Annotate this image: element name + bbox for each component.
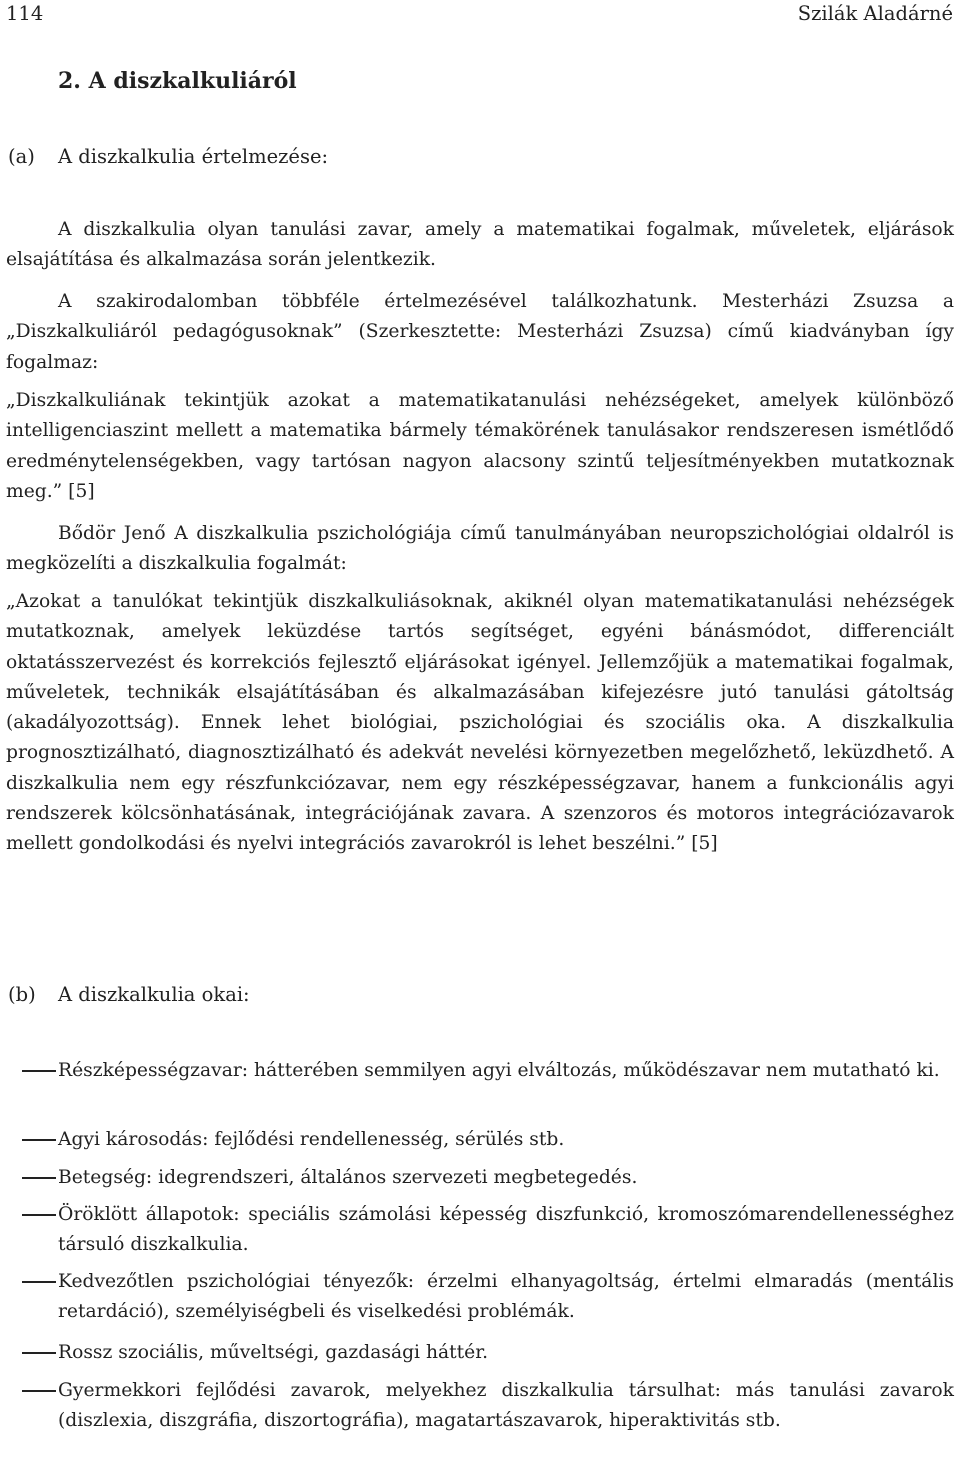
dash-bullet	[22, 1281, 56, 1283]
cause-item	[6, 1267, 954, 1328]
cause-text: Gyermekkori fejlődési zavarok, melyekhez diszkalkulia társulhat: más tanulási zavarok (diszlexia, diszgráfia, diszortográfia), magatartászavarok, hiperaktivitás stb.	[58, 1380, 954, 1432]
dash-bullet	[22, 1390, 56, 1392]
running-header	[6, 2, 953, 25]
definition-paragraph	[6, 215, 954, 276]
cause-item	[6, 1056, 954, 1086]
subsection-title-b: A diszkalkulia okai:	[58, 983, 250, 1006]
block-quote: „Azokat a tanulókat tekintjük diszkalkuliásoknak, akiknél olyan matematikatanulási nehézségek mutatkoznak, amelyek leküzdése tartós segítséget, egyéni bánásmódot, differenciált oktatásszervezést és korrekciós fejlesztő eljárásokat igényel. Jellemzőjük a matematikai fogalmak, műveletek, technikák elsajátításában és alkalmazásában kifejezésre jutó tanulási gátoltság (akadályozottság). Ennek lehet biológiai, pszichológiai és szociális oka. A diszkalkulia prognosztizálható, diagnosztizálható és adekvát nevelési környezetben megelőzhető, leküzdhető. A diszkalkulia nem egy részfunkciózavar, nem egy részképességzavar, hanem a funkcionális agyi rendszerek kölcsönhatásának, integrációjának zavara. A szenzoros és motoros integrációzavarok mellett gondolkodási és nyelvi integrációs zavarokról is lehet beszélni.” [5]	[6, 591, 954, 855]
dash-bullet	[22, 1214, 56, 1216]
author-name: Szilák Aladárné	[797, 2, 953, 25]
paragraph: Bődör Jenő A diszkalkulia pszichológiája című tanulmányában neuropszichológiai oldalról is megközelíti a diszkalkulia fogalmát:	[6, 523, 954, 575]
cause-item	[6, 1376, 954, 1437]
block-quote: „Diszkalkuliának tekintjük azokat a matematikatanulási nehézségeket, amelyek különböző intelligenciaszint mellett a matematika bármely témakörének tanulásakor rendszeresen ismétlődő eredménytelenségekben, vagy tartósan nagyon alacsony szintű teljesítményekben mutatkoznak meg.” [5]	[6, 390, 954, 502]
subsection-heading-b	[8, 983, 250, 1006]
paragraph: A diszkalkulia olyan tanulási zavar, amely a matematikai fogalmak, műveletek, eljárások elsajátítása és alkalmazása során jelentkezik.	[6, 219, 954, 271]
cause-item	[6, 1200, 954, 1261]
cause-text: Részképességzavar: hátterében semmilyen agyi elváltozás, működészavar nem mutatható ki.	[58, 1060, 940, 1081]
dash-bullet	[22, 1352, 56, 1354]
dash-bullet	[22, 1177, 56, 1179]
quote-mesterhazi	[6, 386, 954, 507]
subsection-marker-b: (b)	[8, 983, 36, 1006]
paragraph: A szakirodalomban többféle értelmezésével találkozhatunk. Mesterházi Zsuzsa a „Diszkalkuliáról pedagógusoknak” (Szerkesztette: Mesterházi Zsuzsa) című kiadványban így fogalmaz:	[6, 291, 954, 373]
dash-bullet	[22, 1139, 56, 1141]
cause-text: Agyi károsodás: fejlődési rendellenesség, sérülés stb.	[58, 1129, 565, 1150]
subsection-marker-a: (a)	[8, 145, 35, 168]
cause-text: Betegség: idegrendszeri, általános szervezeti megbetegedés.	[58, 1167, 638, 1188]
dash-bullet	[22, 1070, 56, 1072]
literature-paragraph	[6, 287, 954, 378]
cause-item	[6, 1125, 954, 1155]
subsection-title-a: A diszkalkulia értelmezése:	[58, 145, 329, 168]
cause-text: Kedvezőtlen pszichológiai tényezők: érzelmi elhanyagoltság, értelmi elmaradás (mentális retardáció), személyiségbeli és viselkedési problémák.	[58, 1271, 954, 1323]
quote-bodor	[6, 587, 954, 860]
cause-text: Rossz szociális, műveltségi, gazdasági háttér.	[58, 1342, 489, 1363]
section-title: 2. A diszkalkuliáról	[58, 68, 297, 94]
cause-item	[6, 1163, 954, 1193]
page-number: 114	[6, 2, 44, 25]
bodor-paragraph	[6, 519, 954, 580]
cause-item	[6, 1338, 954, 1368]
subsection-heading-a	[8, 145, 328, 168]
cause-text: Öröklött állapotok: speciális számolási képesség diszfunkció, kromoszómarendellenességhez társuló diszkalkulia.	[58, 1204, 954, 1256]
